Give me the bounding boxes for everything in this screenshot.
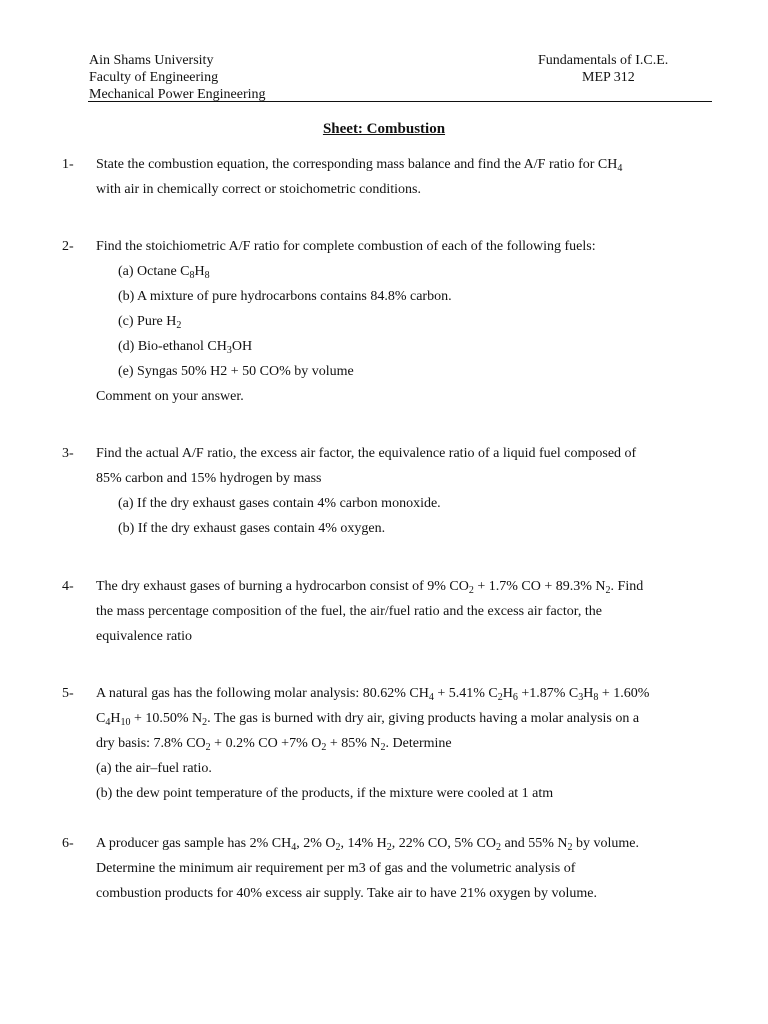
question-line: dry basis: 7.8% $CO_2 + 0.2\%$ CO +7% $O_2 + 85\%$ $N_2$. Determine bbox=[96, 736, 452, 753]
question-line: $C_4H_{10} + 10.50\%$ $N_2$. The gas is burned with dry air, giving products having a molar analysis on a bbox=[96, 711, 640, 728]
header-right bbox=[538, 52, 688, 86]
header-left bbox=[89, 52, 266, 103]
question-number: 6- bbox=[62, 836, 74, 851]
course-title: Fundamentals of I.C.E. bbox=[538, 53, 669, 68]
department-name: Mechanical Power Engineering bbox=[89, 87, 266, 102]
question-line: A natural gas has the following molar analysis: 80.62% $CH_4 + 5.41\%$ $C_2H_6 +1.87\%$ $C_3H_8 + 1.60\%$ bbox=[96, 686, 650, 703]
question-item: (d) Bio-ethanol $CH_3OH$ bbox=[118, 339, 253, 356]
question-line: equivalence ratio bbox=[96, 629, 193, 644]
header-divider bbox=[88, 101, 712, 102]
question-item: (c) Pure $H_2$ bbox=[118, 314, 182, 331]
question-line: State the combustion equation, the corresponding mass balance and find the A/F ratio for $CH_4$ bbox=[96, 157, 623, 174]
question-line: (b) the dew point temperature of the products, if the mixture were cooled at 1 atm bbox=[96, 786, 554, 801]
question-item: (a) If the dry exhaust gases contain 4% carbon monoxide. bbox=[118, 496, 441, 511]
question-line: with air in chemically correct or stoichometric conditions. bbox=[96, 182, 422, 197]
question-5 bbox=[62, 681, 698, 806]
question-number: 4- bbox=[62, 579, 74, 594]
question-line: A producer gas sample has 2% $CH_4$, 2% $O_2$, 14% $H_2$, 22% CO, 5% $CO_2$ and 55% $N_2$ by volume. bbox=[96, 836, 639, 853]
question-1 bbox=[62, 152, 698, 202]
course-code: MEP 312 bbox=[582, 70, 635, 85]
question-number: 5- bbox=[62, 686, 74, 701]
question-line: The dry exhaust gases of burning a hydrocarbon consist of 9% $CO_2 + 1.7\%$ CO + 89.3% $N_2$. Find bbox=[96, 579, 644, 596]
question-line: Comment on your answer. bbox=[96, 389, 244, 404]
question-number: 2- bbox=[62, 239, 74, 254]
question-line: 85% carbon and 15% hydrogen by mass bbox=[96, 471, 322, 486]
university-name: Ain Shams University bbox=[89, 53, 214, 68]
question-number: 3- bbox=[62, 446, 74, 461]
question-2 bbox=[62, 234, 698, 409]
faculty-name: Faculty of Engineering bbox=[89, 70, 219, 85]
sheet-title: Sheet: Combustion bbox=[322, 121, 446, 137]
question-line: (a) the air–fuel ratio. bbox=[96, 761, 212, 776]
question-number: 1- bbox=[62, 157, 74, 172]
question-item: (b) A mixture of pure hydrocarbons contains 84.8% carbon. bbox=[118, 289, 452, 304]
question-4 bbox=[62, 574, 698, 649]
question-line: Determine the minimum air requirement per m3 of gas and the volumetric analysis of bbox=[96, 861, 576, 876]
question-6 bbox=[62, 831, 698, 906]
question-line: Find the stoichiometric A/F ratio for complete combustion of each of the following fuels: bbox=[96, 239, 596, 254]
question-line: Find the actual A/F ratio, the excess air factor, the equivalence ratio of a liquid fuel composed of bbox=[96, 446, 637, 461]
question-3 bbox=[62, 441, 698, 541]
question-line: combustion products for 40% excess air supply. Take air to have 21% oxygen by volume. bbox=[96, 886, 597, 901]
question-item: (b) If the dry exhaust gases contain 4% oxygen. bbox=[118, 521, 386, 536]
question-item: (e) Syngas 50% H2 + 50 CO% by volume bbox=[118, 364, 354, 379]
question-line: the mass percentage composition of the fuel, the air/fuel ratio and the excess air factor, the bbox=[96, 604, 602, 619]
question-item: (a) Octane $C_8H_8$ bbox=[118, 264, 210, 281]
